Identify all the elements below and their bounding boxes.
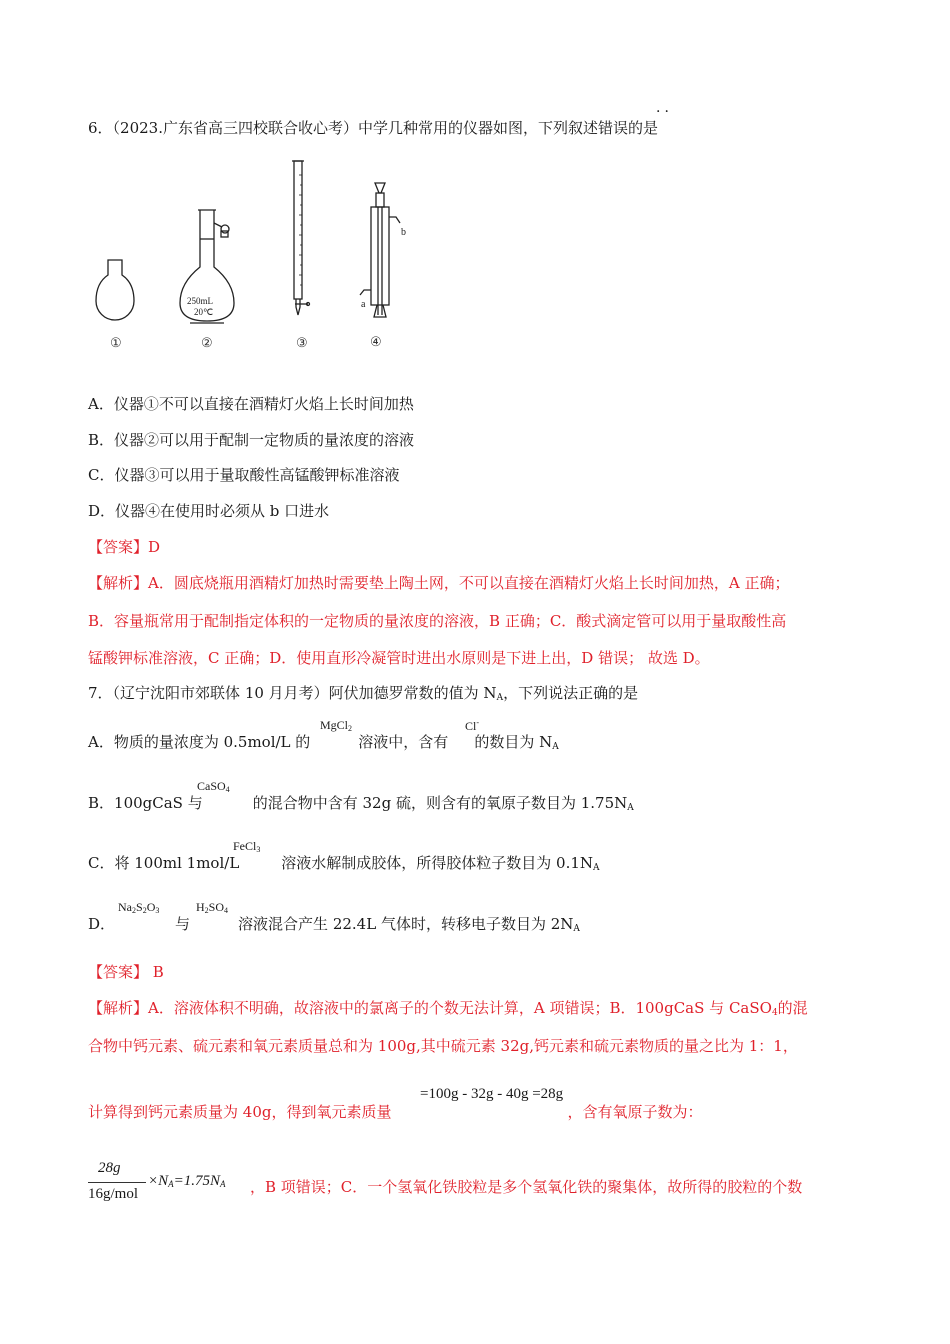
q7-option-d: D． 与 溶液混合产生 22.4L 气体时，转移电子数目为 $2N_A$ xyxy=(88,915,580,934)
round-bottom-flask xyxy=(96,260,134,320)
q7-analysis-3: 计算得到钙元素质量为 40g，得到氧元素质量 ，含有氧原子数为： xyxy=(88,1103,703,1121)
q7-answer xyxy=(88,962,164,982)
h2so4-formula: $H_2SO_4$ xyxy=(196,900,229,915)
analysis-tag: 【解析】 xyxy=(88,999,149,1017)
mass-equation: =100g - 32g - 40g =28g xyxy=(420,1086,564,1102)
fraction-tail: $\times N_A=1.75N_A$ xyxy=(148,1173,226,1189)
answer-value: B xyxy=(148,963,164,981)
q6-analysis-3: 锰酸钾标准溶液，C 正确；D．使用直形冷凝管时进出水原则是下进上出，D 错误； 故选 D。 xyxy=(88,649,710,667)
condenser-label-a: a xyxy=(361,299,366,310)
mgcl2-formula: MgCl$_2$ xyxy=(320,718,353,733)
answer-tag: 【答案】 xyxy=(88,963,149,981)
label-1: ① xyxy=(110,336,122,351)
answer-value: D xyxy=(148,538,161,556)
condenser xyxy=(360,183,400,317)
condenser-label-b: b xyxy=(401,227,406,238)
label-2: ② xyxy=(201,336,213,351)
q7-stem: 7．（辽宁沈阳市郊联体 10 月月考）阿伏加德罗常数的值为 $N_A$，下列说法正确的是 xyxy=(88,684,639,703)
oxygen-fraction: 28g 16g/mol xyxy=(88,1160,148,1206)
fecl3-formula: FeCl$_3$ xyxy=(233,839,261,854)
q6-analysis-2: B．容量瓶常用于配制指定体积的一定物质的量浓度的溶液，B 正确；C．酸式滴定管可以用于量取酸性高 xyxy=(88,612,787,630)
label-3: ③ xyxy=(296,336,308,351)
flask-volume-label: 250mL xyxy=(187,296,213,306)
burette xyxy=(292,161,310,315)
q7-analysis-1: 【解析】A．溶液体积不明确，故溶液中的氯离子的个数无法计算，A 项错误；B．100gCaS 与 CaSO$_4$的混 xyxy=(88,999,808,1018)
q7-option-c: C．将 100ml 1mol/L 溶液水解制成胶体，所得胶体粒子数目为 $0.1N_A$ xyxy=(88,854,600,873)
q7-analysis-4: ，B 项错误；C．一个氢氧化铁胶粒是多个氢氧化铁的聚集体，故所得的胶粒的个数 xyxy=(250,1178,803,1196)
q6-answer xyxy=(88,537,160,557)
caso4-formula: CaSO$_4$ xyxy=(197,779,230,794)
q6-analysis-1: 【解析】A．圆底烧瓶用酒精灯加热时需要垫上陶土网，不可以直接在酒精灯火焰上长时间加热，A 正确； xyxy=(88,574,790,592)
q6-stem: 6．（2023.广东省高三四校联合收心考）中学几种常用的仪器如图，下列叙述错误的是 xyxy=(88,119,658,137)
q7-option-a: A．物质的量浓度为 0.5mol/L 的 溶液中，含有 的数目为 $N_A$ xyxy=(88,733,559,752)
apparatus-figure xyxy=(90,155,430,335)
cl-ion: Cl- xyxy=(465,718,480,733)
q6-option-d: D．仪器④在使用时必须从 b 口进水 xyxy=(88,502,330,520)
analysis-tag: 【解析】 xyxy=(88,574,149,592)
q6-option-c: C．仪器③可以用于量取酸性高锰酸钾标准溶液 xyxy=(88,466,400,484)
q7-option-b: B．100gCaS 与 的混合物中含有 32g 硫，则含有的氧原子数目为 $1.75N_A$ xyxy=(88,794,634,813)
q6-option-a: A．仪器①不可以直接在酒精灯火焰上长时间加热 xyxy=(88,395,414,413)
emphasis-dots: ·· xyxy=(656,104,673,120)
q6-option-b: B．仪器②可以用于配制一定物质的量浓度的溶液 xyxy=(88,431,415,449)
answer-tag: 【答案】 xyxy=(88,538,149,556)
q7-analysis-2: 合物中钙元素、硫元素和氧元素质量总和为 100g,其中硫元素 32g,钙元素和硫元素物质的量之比为 1：1， xyxy=(88,1037,798,1055)
na2s2o3-formula: $Na_2S_2O_3$ xyxy=(118,900,160,915)
label-4: ④ xyxy=(370,335,382,350)
flask-temp-label: 20℃ xyxy=(194,307,214,317)
